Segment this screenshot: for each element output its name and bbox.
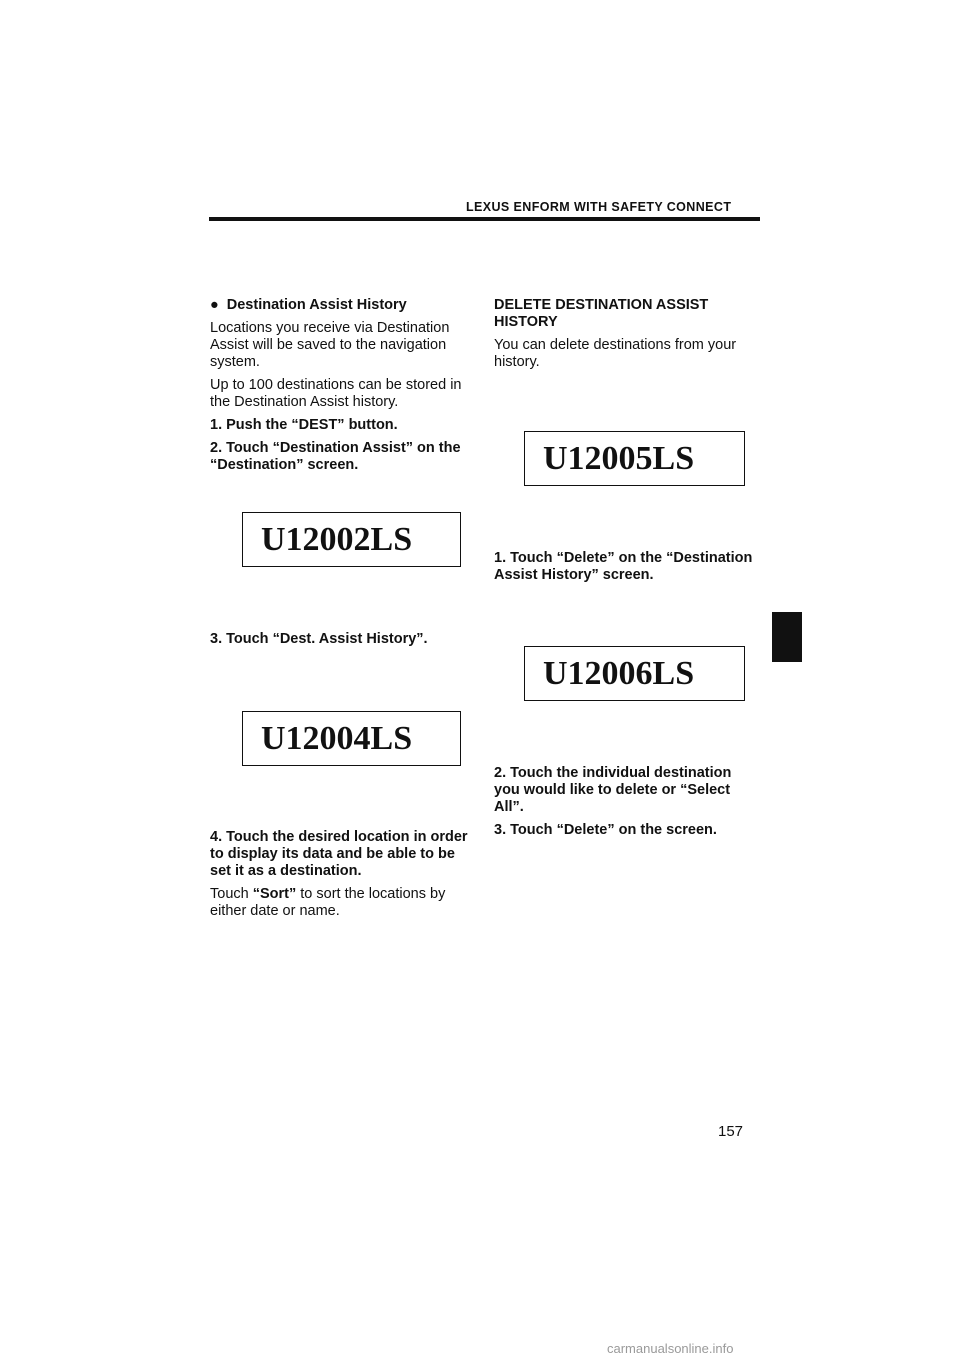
delete-heading: DELETE DESTINATION ASSIST HISTORY [494, 297, 709, 330]
screen-image-u12006ls [524, 646, 745, 701]
sort-paragraph [210, 886, 475, 920]
section-tab [772, 612, 802, 662]
right-column-bottom [494, 765, 758, 845]
left-column-bottom [210, 829, 475, 926]
image-label: U12004LS [261, 719, 413, 757]
step-4: 4. Touch the desired location in order to display its data and be able to be set it as a destination. [210, 829, 468, 879]
left-column [210, 297, 475, 480]
delete-step-3: 3. Touch “Delete” on the screen. [494, 822, 717, 838]
step-1: 1. Push the “DEST” button. [210, 417, 398, 433]
sort-suffix: to sort the locations by either date or name. [210, 886, 446, 919]
sort-prefix: Touch [210, 886, 253, 902]
capacity-paragraph: Up to 100 destinations can be stored in the Destination Assist history. [210, 377, 462, 410]
image-label: U12002LS [261, 520, 413, 558]
screen-image-u12004ls [242, 711, 461, 766]
page-number: 157 [718, 1123, 744, 1140]
screen-image-u12005ls [524, 431, 745, 486]
delete-step-1: 1. Touch “Delete” on the “Destination Assist History” screen. [494, 550, 753, 583]
section-heading [210, 297, 475, 314]
right-column [494, 297, 758, 377]
delete-step-2: 2. Touch the individual destination you would like to delete or “Select All”. [494, 765, 732, 815]
sort-button-label: “Sort” [252, 886, 297, 902]
step-2: 2. Touch “Destination Assist” on the “Destination” screen. [210, 440, 461, 473]
step-3: 3. Touch “Dest. Assist History”. [210, 631, 428, 647]
running-header: LEXUS ENFORM WITH SAFETY CONNECT [466, 200, 732, 214]
intro-paragraph: Locations you receive via Destination Assist will be saved to the navigation system. [210, 320, 450, 370]
section-heading-text: Destination Assist History [226, 297, 407, 313]
screen-image-u12002ls [242, 512, 461, 567]
image-label: U12006LS [543, 654, 695, 692]
bullet-icon: ● [210, 297, 219, 313]
delete-intro: You can delete destinations from your history. [494, 337, 737, 370]
header-rule [209, 217, 760, 221]
image-label: U12005LS [543, 439, 695, 477]
watermark: carmanualsonline.info [607, 1341, 734, 1356]
